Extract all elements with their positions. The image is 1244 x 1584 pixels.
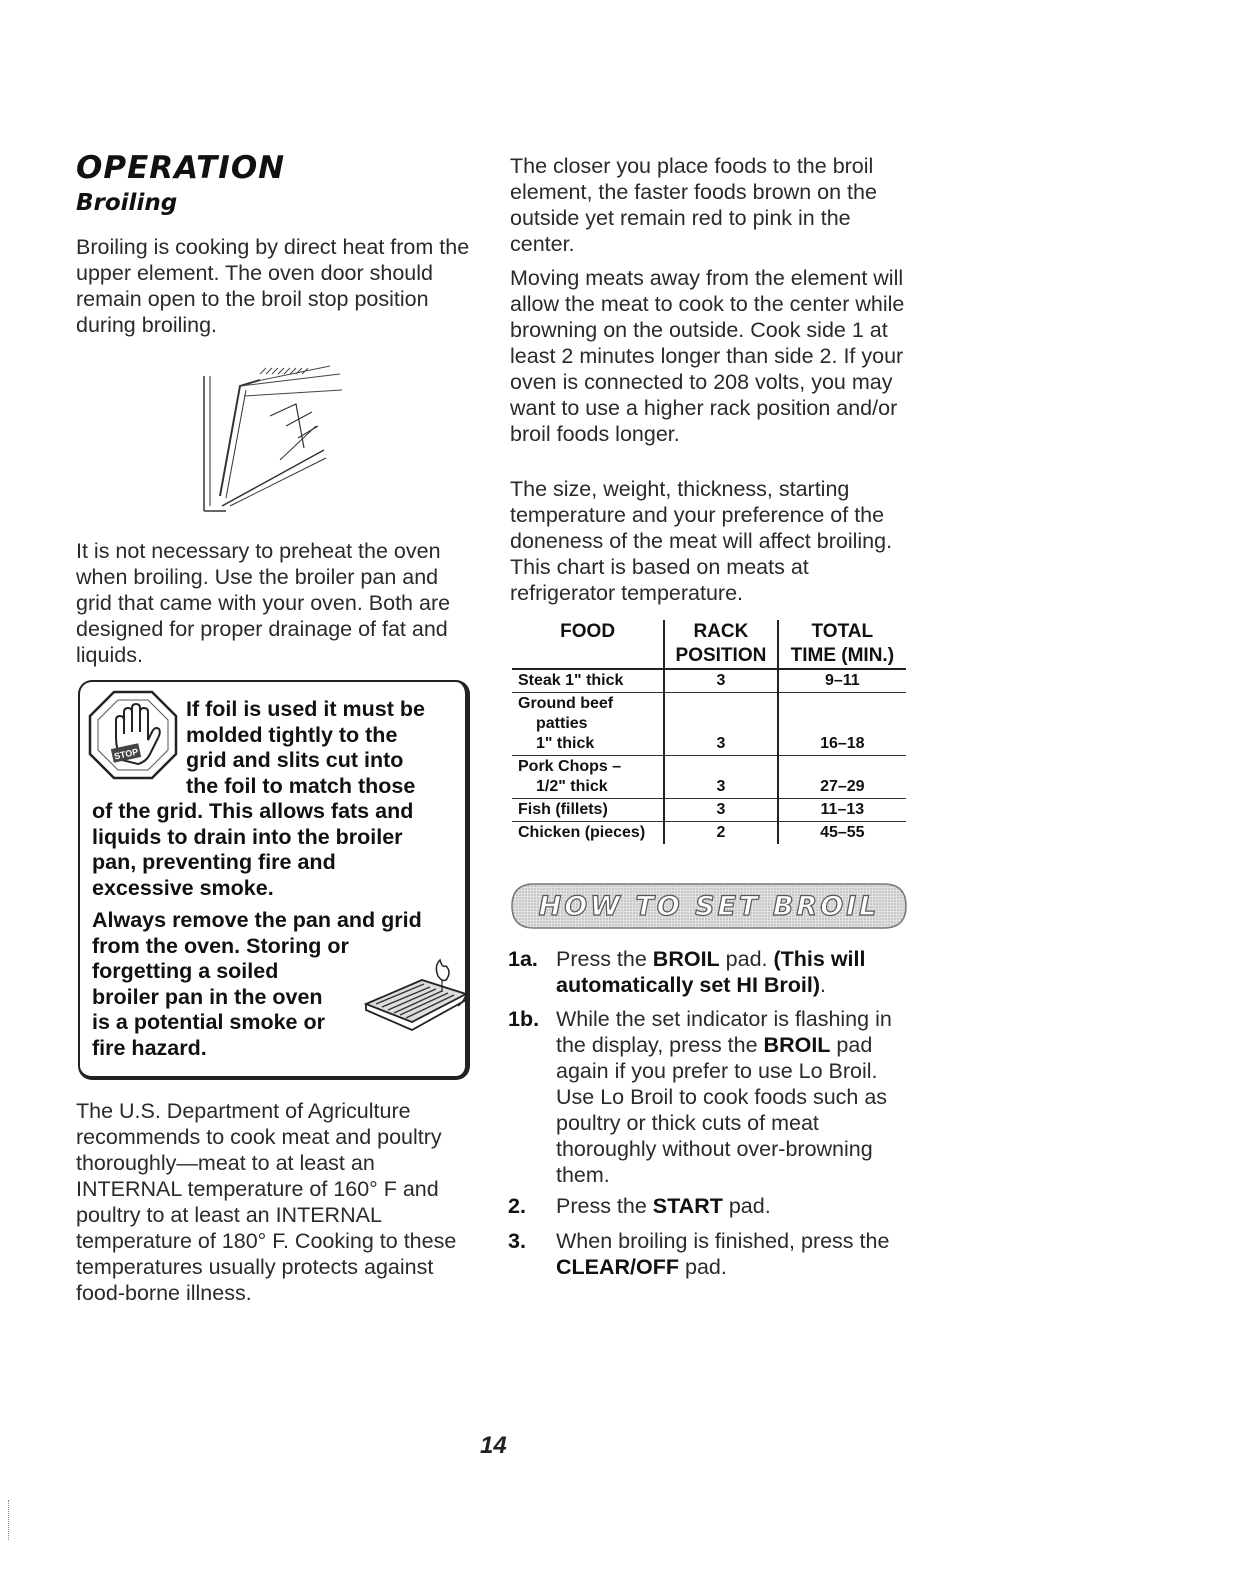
rack-cell: 2 — [664, 822, 777, 845]
step-text-part: pad again if you prefer to use Lo Broil. Use Lo Broil to cook foods such as poultry or thick cuts of meat thoroughly without over-browning them. — [556, 1033, 888, 1187]
food-line: Chicken (pieces) — [518, 824, 646, 841]
warning-line: forgetting a soiled — [92, 959, 279, 983]
time-cell: 11–13 — [778, 799, 906, 822]
warning-foil-text-top — [186, 697, 456, 799]
warning-line: the foil to match those — [186, 773, 416, 798]
food-cell — [512, 822, 664, 845]
rack-cell: 3 — [664, 799, 777, 822]
rack-position-column-header — [664, 620, 777, 669]
rack-header-line: POSITION — [675, 645, 767, 666]
step-key-label: START — [652, 1194, 723, 1218]
table-row — [512, 756, 906, 799]
broiling-chart-table — [512, 620, 906, 844]
warning-line: liquids to drain into the broiler — [92, 824, 403, 849]
step-text-part: When broiling is finished, press the — [556, 1229, 890, 1253]
rack-cell: 3 — [664, 669, 777, 693]
step-text-part: Press the — [556, 1194, 653, 1218]
step-text-part: While the set indicator is flashing in the display, press the — [556, 1007, 892, 1057]
step-text — [556, 946, 908, 998]
table-row — [512, 693, 906, 756]
step-text — [556, 1193, 908, 1219]
warning-line: broiler pan in the oven — [92, 984, 323, 1009]
food-header-label: FOOD — [560, 621, 616, 642]
food-line: Fish (fillets) — [518, 801, 608, 818]
section-title: OPERATION — [76, 150, 286, 186]
time-cell: 16–18 — [778, 693, 906, 756]
stop-sign-text: STOP — [113, 746, 140, 762]
food-line: Pork Chops – — [518, 758, 622, 775]
warning-line: excessive smoke. — [92, 875, 274, 900]
size-weight-paragraph: The size, weight, thickness, starting temperature and your preference of the doneness of the meat will affect broiling. This chart is based on meats at refrigerator temperature. — [510, 477, 893, 605]
warning-line: molded tightly to the — [186, 722, 398, 747]
table-header-row — [512, 620, 906, 669]
page-number: 14 — [480, 1432, 507, 1459]
total-time-column-header — [778, 620, 906, 669]
time-cell: 27–29 — [778, 756, 906, 799]
step-number: 1b. — [508, 1007, 540, 1031]
food-line: Steak 1" thick — [518, 672, 624, 689]
food-line: 1" thick — [536, 735, 595, 752]
table-row — [512, 799, 906, 822]
warning-line: pan, preventing fire and — [92, 850, 336, 874]
food-line: Ground beef — [518, 695, 614, 712]
time-cell: 45–55 — [820, 824, 865, 841]
food-cell — [512, 799, 664, 822]
food-line: patties — [536, 715, 588, 732]
broiling-intro-paragraph: Broiling is cooking by direct heat from the upper element. The oven door should remain open to the broil stop position during broiling. — [76, 235, 470, 337]
step-key-label: BROIL — [763, 1033, 831, 1057]
warning-line: fire hazard. — [92, 1035, 207, 1060]
rack-cell: 3 — [664, 693, 777, 756]
food-cell — [512, 669, 664, 693]
warning-foil-text-bottom — [92, 799, 462, 901]
time-cell: 9–11 — [778, 669, 906, 693]
broiler-pan-fire-icon — [362, 958, 472, 1038]
oven-door-broil-stop-icon — [200, 356, 350, 516]
step-text-part: pad. — [679, 1255, 727, 1279]
subsection-title: Broiling — [76, 190, 178, 216]
step-text — [556, 1228, 908, 1280]
time-header-line: TOTAL — [811, 621, 874, 642]
step-text-part: . — [820, 973, 827, 997]
instruction-step — [508, 946, 908, 998]
step-text — [556, 1006, 908, 1188]
instruction-step — [508, 1228, 908, 1280]
food-cell — [512, 756, 664, 799]
instruction-step — [508, 1193, 908, 1219]
step-text-part: pad. — [722, 1194, 771, 1218]
moving-meats-paragraph: Moving meats away from the element will allow the meat to cook to the center while browning on the outside. Cook side 1 at least 2 minutes longer than side 2. If your oven is connected to 208 volts, you may want to use a higher rack position and/or broil foods longer. — [510, 266, 905, 446]
instruction-step — [508, 1006, 908, 1188]
step-text-part: Press the — [556, 947, 653, 971]
rack-header-line: RACK — [693, 621, 749, 642]
banner-title: HOW TO SET BROIL — [538, 890, 880, 922]
warning-line: from the oven. Storing or — [92, 933, 349, 958]
step-key-label: (This will automatically set HI Broil) — [556, 947, 866, 997]
warning-line: If foil is used it must be — [186, 697, 425, 721]
step-number: 3. — [508, 1229, 526, 1253]
warning-line: of the grid. This allows fats and — [92, 799, 414, 823]
warning-line: is a potential smoke or — [92, 1010, 325, 1034]
food-cell — [512, 693, 664, 756]
food-column-header — [512, 620, 664, 669]
no-preheat-paragraph: It is not necessary to preheat the oven when broiling. Use the broiler pan and grid that came with your oven. Both are designed for proper drainage of fat and liquids. — [76, 539, 451, 667]
usda-paragraph: The U.S. Department of Agriculture recommends to cook meat and poultry thoroughly—meat to at least an INTERNAL temperature of 160° F and poultry to at least an INTERNAL temperature of 180° F. Cooking to these temperatures usually protects against food-borne illness. — [76, 1099, 457, 1305]
time-header-line: TIME (MIN.) — [790, 645, 895, 666]
step-number: 1a. — [508, 947, 538, 971]
step-key-label: CLEAR/OFF — [556, 1255, 680, 1279]
table-row — [512, 822, 906, 845]
step-key-label: BROIL — [652, 947, 720, 971]
food-line: 1/2" thick — [536, 778, 608, 795]
stop-hand-icon — [88, 690, 178, 780]
closer-placement-paragraph: The closer you place foods to the broil element, the faster foods brown on the outside yet remain red to pink in the center. — [510, 154, 877, 256]
margin-mark — [8, 1500, 10, 1540]
step-number: 2. — [508, 1194, 526, 1218]
table-row — [512, 669, 906, 693]
step-text-part: pad. — [719, 947, 774, 971]
warning-line: grid and slits cut into — [186, 748, 404, 772]
rack-cell: 3 — [664, 756, 777, 799]
warning-line: Always remove the pan and grid — [92, 908, 422, 932]
